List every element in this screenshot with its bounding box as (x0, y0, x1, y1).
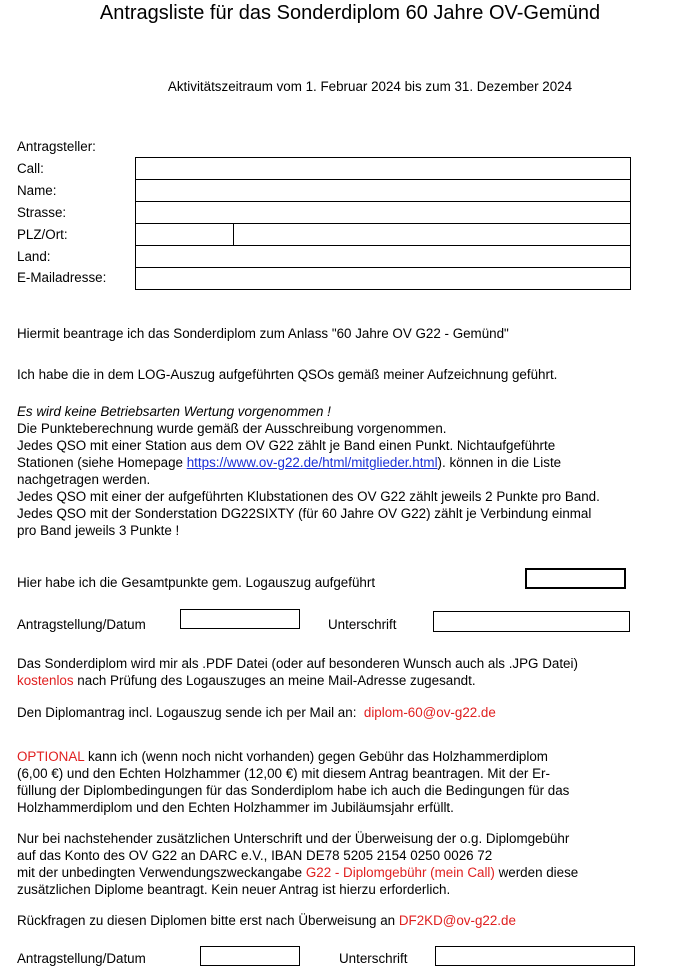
name-field[interactable] (137, 181, 629, 200)
rules-line: Die Punkteberechnung wurde gemäß der Ausschreibung vorgenommen. (17, 421, 447, 436)
optional-section (17, 748, 697, 816)
rules-line: Jedes QSO mit einer Station aus dem OV G22 zählt je Band einen Punkt. Nichtaufgeführte (17, 438, 556, 453)
rules-line: nachgetragen werden. (17, 472, 151, 487)
page-title: Antragsliste für das Sonderdiplom 60 Jahre OV-Gemünd (99, 2, 601, 24)
mail-line (17, 704, 697, 721)
zip-city-divider (233, 223, 234, 245)
delivery-text: nach Prüfung des Logauszuges an meine Mail-Adresse zugesandt. (73, 673, 476, 688)
optional-date-field[interactable] (200, 946, 300, 966)
delivery-line: Das Sonderdiplom wird mir als .PDF Datei (oder auf besonderen Wunsch auch als .JPG Datei) (17, 656, 578, 671)
log-statement: Ich habe die in dem LOG-Auszug aufgeführten QSOs gemäß meiner Aufzeichnung geführt. (17, 367, 558, 382)
payment-purpose: G22 - Diplomgebühr (mein Call) (305, 865, 495, 880)
questions-text: Rückfragen zu diesen Diplomen bitte erst nach Überweisung an (17, 913, 399, 928)
rules-line: Jedes QSO mit einer der aufgeführten Klubstationen des OV G22 zählt jeweils 2 Punkte pro Band. (17, 489, 600, 504)
optional-signature-label: Unterschrift (339, 951, 408, 966)
date-label: Antragstellung/Datum (17, 617, 146, 632)
signature-field[interactable] (433, 611, 630, 632)
diploma-mail-address[interactable]: diplom-60@ov-g22.de (363, 705, 496, 720)
rules-text: ). können in die Liste (437, 455, 562, 470)
delivery-note (17, 655, 697, 689)
street-field[interactable] (137, 203, 629, 222)
signature-label: Unterschrift (328, 617, 397, 632)
application-statement: Hiermit beantrage ich das Sonderdiplom zum Anlass "60 Jahre OV G22 - Gemünd" (17, 326, 509, 341)
row-divider (135, 245, 631, 246)
payment-line (17, 864, 697, 881)
optional-text: kann ich (wenn noch nicht vorhanden) gegen Gebühr das Holzhammerdiplom (84, 749, 548, 764)
street-label: Strasse: (17, 205, 67, 220)
payment-line: zusätzlichen Diplome beantragt. Kein neuer Antrag ist hierzu erforderlich. (17, 882, 451, 897)
total-points-field[interactable] (525, 568, 626, 589)
row-divider (135, 201, 631, 202)
rules-line: pro Band jeweils 3 Punkte ! (17, 523, 180, 538)
row-divider (135, 223, 631, 224)
payment-section (17, 830, 697, 898)
total-points-label: Hier habe ich die Gesamtpunkte gem. Logauszug aufgeführt (17, 575, 376, 590)
email-field[interactable] (137, 269, 629, 288)
payment-line: Nur bei nachstehender zusätzlichen Unterschrift und der Überweisung der o.g. Diplomgebühr (17, 831, 570, 846)
rules-line: Jedes QSO mit der Sonderstation DG22SIXTY (für 60 Jahre OV G22) zählt je Verbindung einmal (17, 506, 592, 521)
row-divider (135, 267, 631, 268)
questions-line (17, 912, 697, 929)
call-label: Call: (17, 161, 44, 176)
optional-date-label: Antragstellung/Datum (17, 951, 146, 966)
payment-text: mit der unbedingten Verwendungszweckangabe (17, 865, 306, 880)
optional-line: (6,00 €) und den Echten Holzhammer (12,00 €) mit diesem Antrag beantragen. Mit der Er- (17, 766, 550, 781)
date-field[interactable] (180, 609, 300, 629)
free-of-charge: kostenlos (17, 673, 74, 688)
row-divider (135, 179, 631, 180)
mail-text: Den Diplomantrag incl. Logauszug sende ich per Mail an: (17, 705, 357, 720)
city-field[interactable] (235, 225, 629, 244)
optional-line (17, 748, 697, 765)
activity-period: Aktivitätszeitraum vom 1. Februar 2024 bis zum 31. Dezember 2024 (167, 79, 573, 94)
zip-field[interactable] (137, 225, 232, 244)
rules-line (17, 454, 697, 471)
zip-city-label: PLZ/Ort: (17, 227, 68, 242)
no-mode-rating-note: Es wird keine Betriebsarten Wertung vorgenommen ! (17, 404, 331, 419)
email-label: E-Mailadresse: (17, 270, 107, 285)
contact-email[interactable]: DF2KD@ov-g22.de (398, 913, 516, 928)
delivery-line (17, 672, 697, 689)
members-link[interactable]: https://www.ov-g22.de/html/mitglieder.html (186, 455, 438, 470)
optional-keyword: OPTIONAL (17, 749, 85, 764)
payment-line: auf das Konto des OV G22 an DARC e.V., IBAN DE78 5205 2154 0250 0026 72 (17, 848, 493, 863)
optional-signature-field[interactable] (435, 946, 635, 966)
call-field[interactable] (137, 159, 629, 178)
name-label: Name: (17, 183, 57, 198)
payment-text: werden diese (494, 865, 579, 880)
optional-line: Holzhammerdiplom und den Echten Holzhammer im Jubiläumsjahr erfüllt. (17, 800, 454, 815)
rules-text: Stationen (siehe Homepage (17, 455, 187, 470)
country-label: Land: (17, 249, 51, 264)
country-field[interactable] (137, 247, 629, 266)
rules-section (17, 403, 697, 539)
applicant-heading: Antragsteller: (17, 139, 96, 154)
optional-line: füllung der Diplombedingungen für das Sonderdiplom habe ich auch die Bedingungen für das (17, 783, 570, 798)
